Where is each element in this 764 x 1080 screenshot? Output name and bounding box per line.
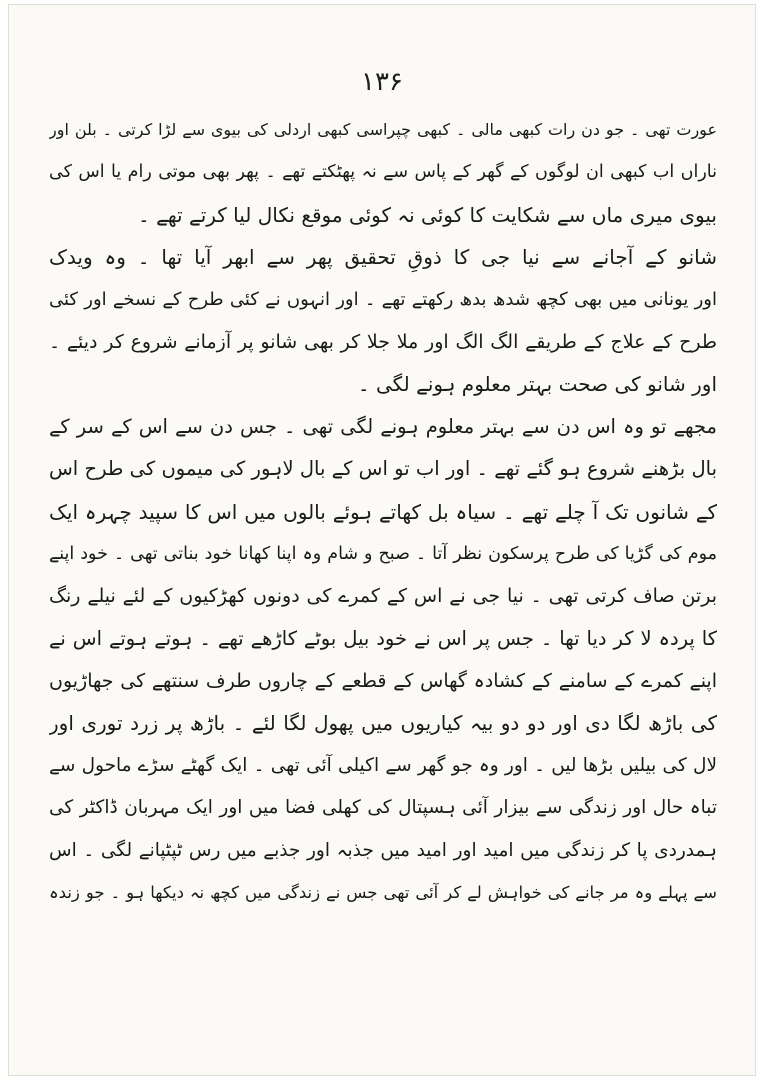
text-line: اور یونانی میں بھی کچھ شدھ بدھ رکھتے تھے ۔ اور انہوں نے کئی طرح کے نسخے اور کئی: [49, 288, 717, 310]
text-line: اپنے کمرے کے سامنے کے کشادہ گھاس کے قطعے کے چاروں طرف سنتھے کی جھاڑیوں: [49, 670, 717, 693]
text-line: بال بڑھنے شروع ہو گئے تھے ۔ اور اب تو اس کے بال لاہور کی میموں کی طرح اس: [49, 457, 717, 481]
document-page: [8, 4, 756, 1076]
handwritten-urdu-text: [49, 109, 717, 914]
text-line: ناراں اب کبھی ان لوگوں کے گھر کے پاس سے نہ پھٹکتے تھے ۔ پھر بھی موتی رام یا اس کی: [49, 162, 717, 183]
text-line: ہمدردی پا کر زندگی میں امید اور امید میں جذبہ اور جذبے میں رس ٹپٹپانے لگی ۔ اس: [49, 839, 717, 861]
text-line: مجھے تو وہ اس دن سے بہتر معلوم ہونے لگی تھی ۔ جس دن سے اس کے سر کے: [49, 414, 717, 438]
text-line: لال کی بیلیں بڑھا لیں ۔ اور وہ جو گھر سے اکیلی آئی تھی ۔ ایک گھٹے سڑے ماحول سے: [49, 754, 717, 776]
text-line: تباہ حال اور زندگی سے بیزار آئی ہسپتال کی کھلی فضا میں اور ایک مہربان ڈاکٹر کی: [49, 797, 717, 819]
text-line: بیوی میری ماں سے شکایت کا کوئی نہ کوئی موقع نکال لیا کرتے تھے ۔: [138, 202, 717, 227]
text-line: موم کی گڑیا کی طرح پرسکون نظر آتا ۔ صبح و شام وہ اپنا کھانا خود بناتی تھی ۔ خود اپنے: [49, 543, 717, 564]
text-line: سے پہلے وہ مر جانے کی خواہش لے کر آئی تھی جس نے زندگی میں کچھ نہ دیکھا ہو ۔ جو زندہ: [49, 883, 717, 903]
text-line: کی باڑھ لگا دی اور دو دو بیہ کیاریوں میں پھول لگا لئے ۔ باڑھ پر زرد توری اور: [49, 711, 717, 736]
text-line: کے شانوں تک آ چلے تھے ۔ سیاہ بل کھاتے ہوئے بالوں میں اس کا سپید چہرہ ایک: [49, 499, 717, 524]
text-line: اور شانو کی صحت بہتر معلوم ہونے لگی ۔: [357, 372, 717, 397]
page-number: ۱۳۶: [361, 67, 403, 97]
text-line: طرح کے علاج کے طریقے الگ الگ اور ملا جلا کر بھی شانو پر آزمانے شروع کر دیئے ۔: [49, 330, 717, 353]
text-line: کا پردہ لا کر دیا تھا ۔ جس پر اس نے خود بیل بوٹے کاڑھے تھے ۔ ہوتے ہوتے اس نے: [49, 626, 717, 650]
text-line: عورت تھی ۔ جو دن رات کبھی مالی ۔ کبھی چپراسی کبھی اردلی کی بیوی سے لڑا کرتی ۔ بلن اور: [49, 120, 717, 139]
text-line: شانو کے آجانے سے نیا جی کا ذوقِ تحقیق پھر سے ابھر آیا تھا ۔ وہ ویدک: [49, 245, 717, 270]
text-line: برتن صاف کرتی تھی ۔ نیا جی نے اس کے کمرے کی دونوں کھڑکیوں کے لئے نیلے رنگ: [49, 585, 717, 608]
